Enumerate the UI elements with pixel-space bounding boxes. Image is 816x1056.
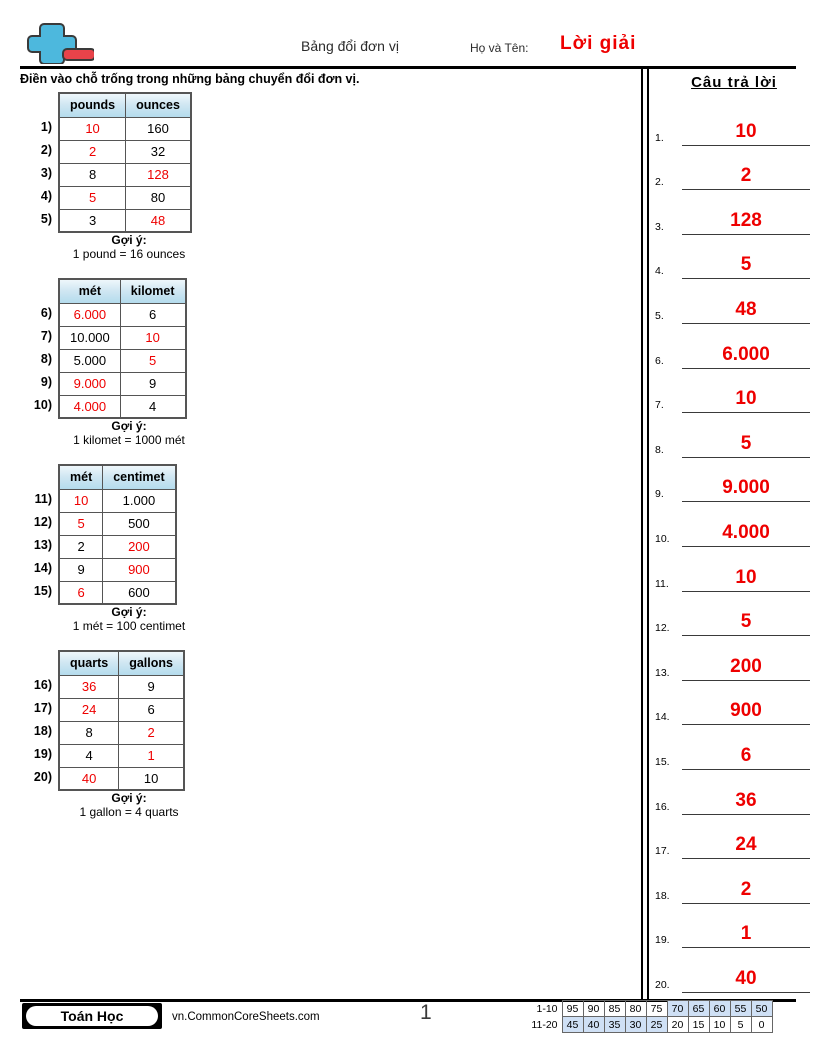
answer-index: 2.	[655, 176, 664, 189]
row-number: 1)	[40, 120, 52, 134]
row-number: 12)	[33, 515, 52, 529]
given-cell[interactable]: 8	[59, 721, 119, 744]
site-url: vn.CommonCoreSheets.com	[172, 1011, 320, 1023]
score-row-label: 1-10	[536, 1002, 558, 1015]
page-header	[0, 0, 816, 68]
row-number: 10)	[33, 398, 52, 412]
table-row	[59, 163, 191, 186]
answer-value: 6.000	[722, 343, 770, 365]
answer-column-title: Câu trả lời	[691, 74, 777, 91]
answer-index: 8.	[655, 443, 664, 456]
score-cell: 25	[646, 1017, 667, 1033]
conversion-hint	[0, 419, 258, 447]
table-row	[59, 186, 191, 209]
answer-index: 12.	[655, 622, 670, 635]
answer-cell[interactable]: 36	[59, 675, 119, 698]
answer-index: 1.	[655, 131, 664, 144]
table-row	[59, 326, 186, 349]
score-cell: 0	[751, 1017, 772, 1033]
score-cell: 95	[562, 1001, 583, 1017]
row-number: 9)	[40, 375, 52, 389]
column-header: gallons	[119, 651, 184, 675]
table-row	[59, 117, 191, 140]
worksheet-tables-column	[0, 92, 640, 836]
answer-value: 4.000	[722, 521, 770, 543]
conversion-hint	[0, 233, 258, 261]
answer-value: 5	[740, 254, 752, 276]
answer-index: 14.	[655, 711, 670, 724]
name-value: Lời giải	[560, 33, 637, 54]
score-cell: 55	[730, 1001, 751, 1017]
table-row	[59, 744, 184, 767]
answer-row	[652, 369, 816, 414]
conversion-table	[58, 92, 192, 233]
answer-value: 24	[735, 834, 757, 856]
table-row	[59, 489, 176, 512]
header-divider	[20, 66, 796, 69]
answer-value: 1	[740, 923, 752, 945]
answer-value: 48	[735, 298, 757, 320]
score-cell: 65	[688, 1001, 709, 1017]
answer-cell[interactable]: 1	[119, 744, 184, 767]
answer-value: 2	[740, 878, 752, 900]
answer-row	[652, 904, 816, 949]
conversion-table	[58, 650, 185, 791]
given-cell[interactable]: 10.000	[59, 326, 120, 349]
answer-cell[interactable]: 10	[59, 117, 126, 140]
answer-index: 9.	[655, 488, 664, 501]
row-number: 20)	[33, 770, 52, 784]
score-cell: 45	[562, 1017, 583, 1033]
answer-cell[interactable]: 6.000	[59, 303, 120, 326]
score-grid	[528, 1000, 773, 1033]
table-header-row	[59, 465, 176, 489]
answer-row	[652, 547, 816, 592]
row-number: 13)	[33, 538, 52, 552]
hint-text: 1 mét = 100 centimet	[72, 619, 186, 633]
answer-row	[652, 636, 816, 681]
table-wrap	[0, 278, 640, 419]
conversion-hint	[0, 791, 258, 819]
given-cell[interactable]: 5.000	[59, 349, 120, 372]
answer-index: 10.	[655, 532, 670, 545]
score-cell: 35	[604, 1017, 625, 1033]
table-row	[59, 535, 176, 558]
row-number: 2)	[40, 143, 52, 157]
answer-index: 20.	[655, 978, 670, 991]
score-row	[528, 1017, 772, 1033]
table-header-row	[59, 93, 191, 117]
met-centimet-table	[0, 464, 640, 633]
answer-cell[interactable]: 48	[126, 209, 191, 232]
column-header: mét	[59, 279, 120, 303]
score-cell: 60	[709, 1001, 730, 1017]
given-cell[interactable]: 9	[119, 675, 184, 698]
answer-row	[652, 948, 816, 993]
answer-index: 4.	[655, 265, 664, 278]
row-number: 11)	[34, 492, 52, 506]
answer-index: 6.	[655, 354, 664, 367]
row-number: 6)	[40, 306, 52, 320]
answer-row	[652, 235, 816, 280]
answer-row	[652, 190, 816, 235]
answer-key-column	[652, 70, 816, 1000]
row-number: 16)	[33, 678, 52, 692]
row-number-gutter	[0, 650, 58, 791]
answer-row	[652, 770, 816, 815]
row-number-gutter	[0, 92, 58, 233]
page-title: Bảng đổi đơn vị	[301, 38, 399, 54]
score-row	[528, 1001, 772, 1017]
given-cell[interactable]: 8	[59, 163, 126, 186]
column-header: ounces	[126, 93, 191, 117]
answer-cell[interactable]: 10	[59, 489, 103, 512]
table-row	[59, 372, 186, 395]
column-header: mét	[59, 465, 103, 489]
answer-index: 5.	[655, 309, 664, 322]
table-row	[59, 140, 191, 163]
given-cell[interactable]: 9	[120, 372, 185, 395]
answer-cell[interactable]: 5	[59, 186, 126, 209]
row-number: 5)	[40, 212, 52, 226]
given-cell[interactable]: 500	[103, 512, 176, 535]
answer-row	[652, 146, 816, 191]
answer-index: 17.	[655, 845, 670, 858]
table-header-row	[59, 279, 186, 303]
answer-index: 7.	[655, 399, 664, 412]
table-wrap	[0, 650, 640, 791]
page-number: 1	[420, 1001, 432, 1024]
answer-cell[interactable]: 900	[103, 558, 176, 581]
name-label: Họ và Tên:	[470, 41, 529, 55]
score-cell: 80	[625, 1001, 646, 1017]
row-number-gutter	[0, 464, 58, 605]
score-cell: 90	[583, 1001, 604, 1017]
column-header: kilomet	[120, 279, 185, 303]
answer-row	[652, 502, 816, 547]
table-wrap	[0, 92, 640, 233]
table-row	[59, 512, 176, 535]
given-cell[interactable]: 6	[120, 303, 185, 326]
answer-value: 2	[740, 165, 752, 187]
answer-value: 36	[735, 789, 757, 811]
table-row	[59, 303, 186, 326]
table-header-row	[59, 651, 184, 675]
row-number: 8)	[40, 352, 52, 366]
table-row	[59, 349, 186, 372]
answer-cell[interactable]: 9.000	[59, 372, 120, 395]
score-row-label: 11-20	[531, 1018, 558, 1031]
brand-badge	[22, 1003, 162, 1029]
score-cell: 20	[667, 1017, 688, 1033]
answer-row	[652, 413, 816, 458]
column-header: quarts	[59, 651, 119, 675]
answer-cell[interactable]: 5	[120, 349, 185, 372]
given-cell[interactable]: 80	[126, 186, 191, 209]
answer-value: 128	[730, 209, 762, 231]
score-cell: 5	[730, 1017, 751, 1033]
met-kilomet-table	[0, 278, 640, 447]
row-number: 4)	[40, 189, 52, 203]
answer-value: 900	[730, 700, 762, 722]
answer-cell[interactable]: 5	[59, 512, 103, 535]
conversion-table	[58, 278, 187, 419]
instructions-text: Điền vào chỗ trống trong những bảng chuyển đổi đơn vị.	[20, 72, 360, 86]
row-number: 19)	[33, 747, 52, 761]
answer-cell[interactable]: 10	[120, 326, 185, 349]
answer-cell[interactable]: 2	[59, 140, 126, 163]
table-row	[59, 558, 176, 581]
given-cell[interactable]: 9	[59, 558, 103, 581]
answer-row	[652, 101, 816, 146]
answer-index: 18.	[655, 889, 670, 902]
answer-value: 10	[735, 120, 757, 142]
score-cell: 40	[583, 1017, 604, 1033]
answer-cell[interactable]: 128	[126, 163, 191, 186]
table-wrap	[0, 464, 640, 605]
given-cell[interactable]: 1.000	[103, 489, 176, 512]
table-row	[59, 675, 184, 698]
hint-title: Gợi ý:	[111, 605, 147, 619]
answer-row	[652, 681, 816, 726]
row-number: 7)	[40, 329, 52, 343]
answer-row	[652, 279, 816, 324]
given-cell[interactable]: 4	[120, 395, 185, 418]
column-divider-line-inner	[647, 68, 649, 1000]
answer-cell[interactable]: 40	[59, 767, 119, 790]
answer-value: 200	[730, 655, 762, 677]
score-cell: 70	[667, 1001, 688, 1017]
table-row	[59, 581, 176, 604]
given-cell[interactable]: 4	[59, 744, 119, 767]
given-cell[interactable]: 10	[119, 767, 184, 790]
given-cell[interactable]: 160	[126, 117, 191, 140]
quarts-gallons-table	[0, 650, 640, 819]
score-cell: 30	[625, 1017, 646, 1033]
given-cell[interactable]: 2	[59, 535, 103, 558]
answer-index: 11.	[655, 577, 669, 590]
table-row	[59, 698, 184, 721]
column-header: pounds	[59, 93, 126, 117]
given-cell[interactable]: 32	[126, 140, 191, 163]
hint-text: 1 kilomet = 1000 mét	[73, 433, 185, 447]
answer-value: 5	[740, 432, 752, 454]
answer-row	[652, 324, 816, 369]
given-cell[interactable]: 600	[103, 581, 176, 604]
row-number: 15)	[33, 584, 52, 598]
row-number: 17)	[33, 701, 52, 715]
answer-row	[652, 725, 816, 770]
answer-cell[interactable]: 4.000	[59, 395, 120, 418]
answer-row	[652, 592, 816, 637]
answer-index: 13.	[655, 666, 670, 679]
brand-label: Toán Học	[26, 1006, 158, 1026]
row-number: 14)	[33, 561, 52, 575]
answer-row	[652, 458, 816, 503]
answer-cell[interactable]: 200	[103, 535, 176, 558]
given-cell[interactable]: 6	[119, 698, 184, 721]
answer-index: 15.	[655, 755, 670, 768]
plus-minus-logo-icon	[22, 20, 94, 64]
answer-value: 10	[735, 566, 757, 588]
column-divider-line-outer	[641, 68, 643, 1000]
row-number: 3)	[40, 166, 52, 180]
score-cell: 75	[646, 1001, 667, 1017]
conversion-hint	[0, 605, 258, 633]
answer-row	[652, 815, 816, 860]
answer-list	[652, 101, 816, 993]
answer-value: 6	[740, 744, 752, 766]
score-cell: 85	[604, 1001, 625, 1017]
score-cell: 50	[751, 1001, 772, 1017]
hint-text: 1 pound = 16 ounces	[72, 247, 186, 261]
table-row	[59, 209, 191, 232]
row-number-gutter	[0, 278, 58, 419]
pounds-ounces-table	[0, 92, 640, 261]
column-header: centimet	[103, 465, 176, 489]
answer-value: 10	[735, 388, 757, 410]
conversion-table	[58, 464, 177, 605]
table-row	[59, 721, 184, 744]
answer-value: 5	[740, 611, 752, 633]
score-cell: 15	[688, 1017, 709, 1033]
answer-index: 19.	[655, 934, 670, 947]
table-row	[59, 395, 186, 418]
table-row	[59, 767, 184, 790]
row-number: 18)	[33, 724, 52, 738]
answer-cell[interactable]: 2	[119, 721, 184, 744]
hint-title: Gợi ý:	[111, 791, 147, 805]
given-cell[interactable]: 3	[59, 209, 126, 232]
answer-value: 40	[735, 967, 757, 989]
answer-index: 16.	[655, 800, 670, 813]
answer-cell[interactable]: 6	[59, 581, 103, 604]
answer-row	[652, 859, 816, 904]
hint-text: 1 gallon = 4 quarts	[79, 805, 179, 819]
answer-cell[interactable]: 24	[59, 698, 119, 721]
answer-value: 9.000	[722, 477, 770, 499]
score-table	[528, 1000, 773, 1033]
score-cell: 10	[709, 1017, 730, 1033]
answer-index: 3.	[655, 220, 664, 233]
hint-title: Gợi ý:	[111, 233, 147, 247]
hint-title: Gợi ý:	[111, 419, 147, 433]
